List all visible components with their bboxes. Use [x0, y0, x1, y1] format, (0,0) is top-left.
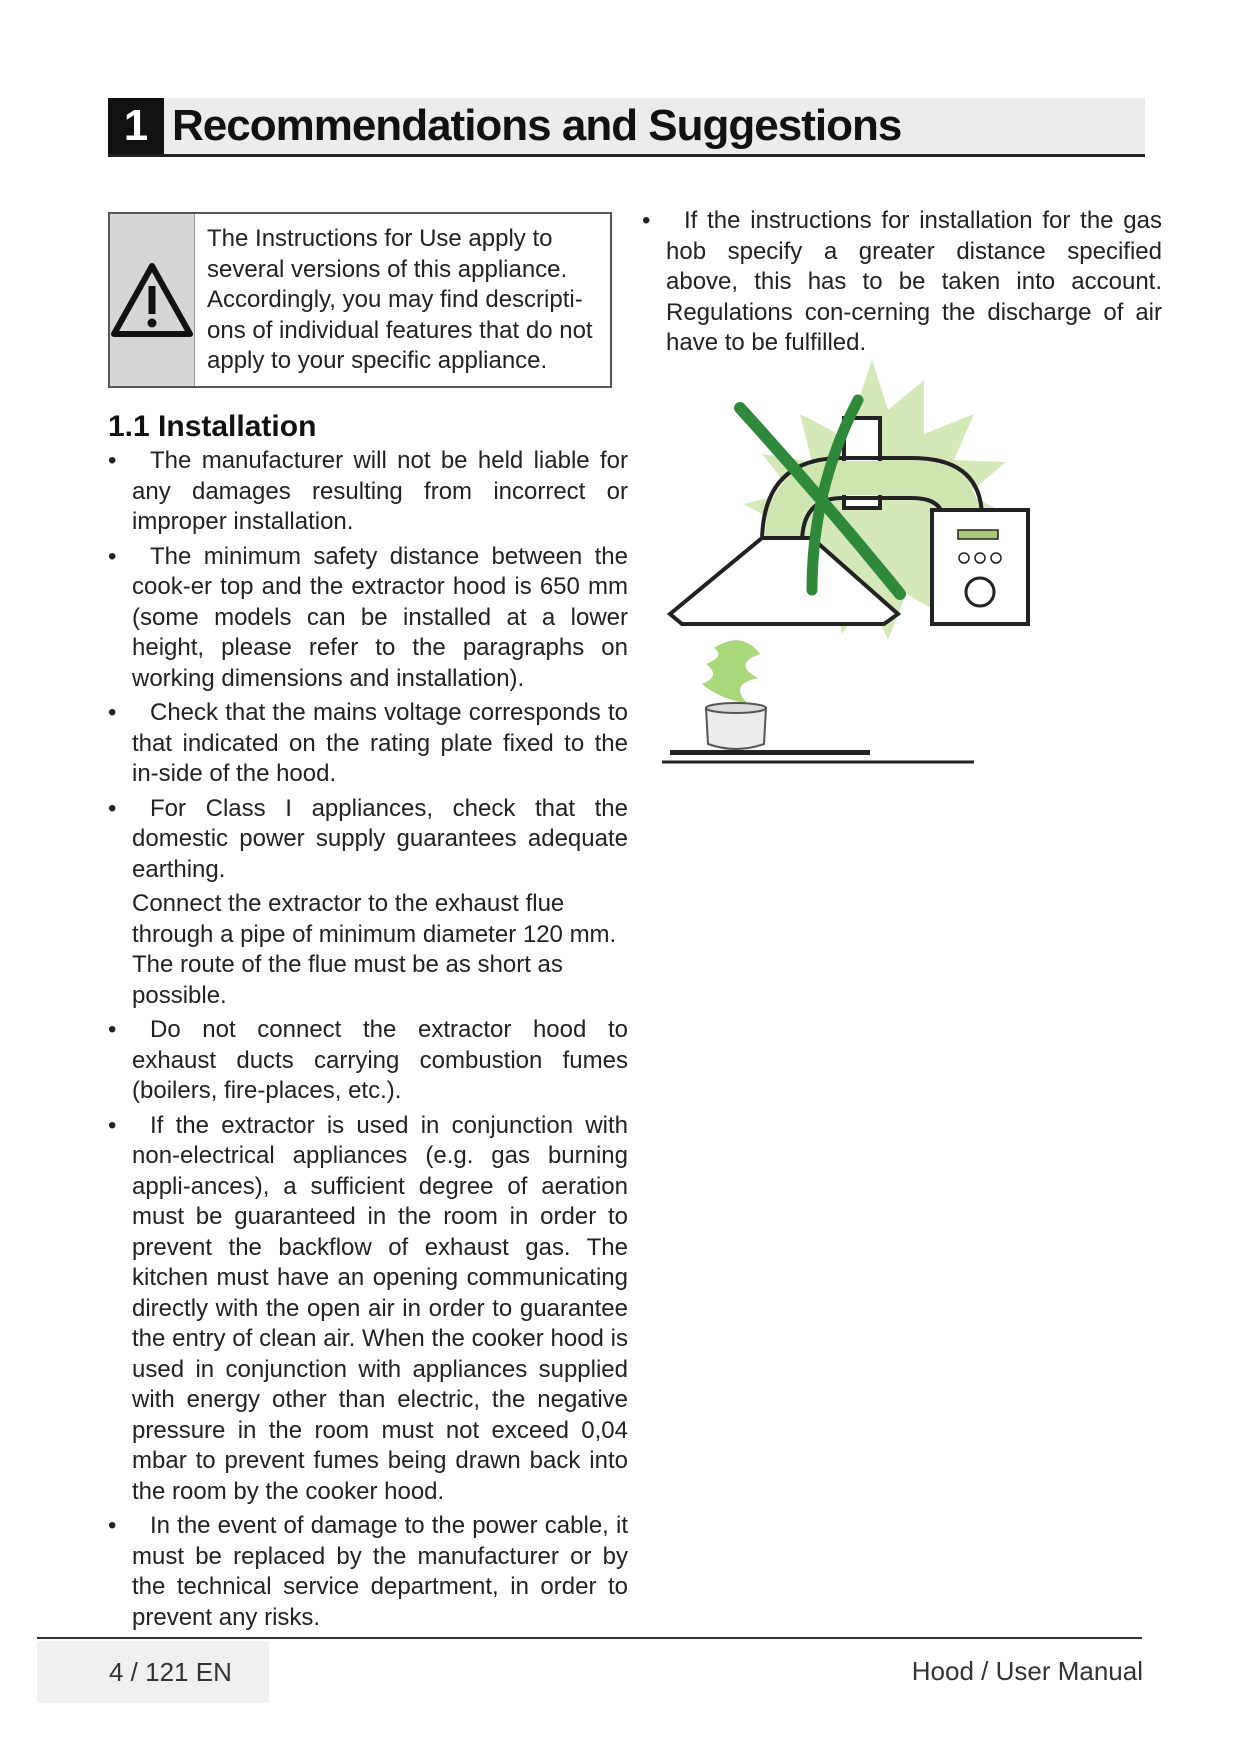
- chapter-title: Recommendations and Suggestions: [172, 101, 902, 150]
- boiler-knob: [975, 553, 985, 563]
- warning-text: The Instructions for Use apply to several versions of this appliance. Accordingly, you may find descripti-ons of individual features that do not apply to your specific appliance.: [207, 225, 593, 374]
- pot-rim: [706, 703, 766, 713]
- right-list: [642, 206, 1162, 359]
- bullet-icon: •: [642, 207, 651, 234]
- list-item: • The manufacturer will not be held liable for any damages resulting from incorrect or improper installation.: [108, 447, 628, 535]
- warning-icon-cell: [110, 214, 195, 386]
- boiler-display: [958, 530, 998, 539]
- boiler-knob: [959, 553, 969, 563]
- chapter-number: 1: [108, 98, 164, 154]
- bullet-icon: •: [108, 542, 117, 570]
- list-item: • Check that the mains voltage corresponds to that indicated on the rating plate fixed to the in-side of the hood.: [108, 699, 628, 787]
- boiler-dial: [966, 578, 994, 606]
- left-column: [108, 410, 628, 1637]
- flue-paragraph: Connect the extractor to the exhaust flue through a pipe of minimum diameter 120 mm. The route of the flue must be as short as possible.: [132, 890, 617, 1009]
- bullet-icon: •: [108, 1512, 117, 1539]
- page-number: 4 / 121 EN: [109, 1656, 232, 1687]
- list-item: • If the extractor is used in conjunction with non-electrical appliances (e.g. gas burning appli-ances), a sufficient degree of aeration must be guaranteed in the room in order to prevent the backflow of exhaust gas. The kitchen must have an opening communicating directly with the open air in order to guarantee the entry of clean air. When the cooker hood is used in conjunction with appliances supplied with energy other than electric, the negative pressure in the room must not exceed 0,04 mbar to prevent fumes being drawn back into the room by the cooker hood.: [108, 1111, 628, 1505]
- warning-triangle-icon: [110, 262, 194, 338]
- chapter-header: [108, 98, 1145, 157]
- installation-list: [108, 446, 628, 885]
- warning-box: [108, 212, 612, 388]
- bullet-icon: •: [108, 794, 117, 822]
- section-title-installation: 1.1 Installation: [108, 410, 317, 443]
- cooking-pot: [706, 708, 766, 749]
- list-item: • The minimum safety distance between the cook-er top and the extractor hood is 650 mm (some models can be installed at a lower height, please refer to the paragraphs on working dimensions and installation).: [108, 542, 628, 692]
- boiler-knob: [991, 553, 1001, 563]
- bullet-icon: •: [108, 699, 117, 726]
- list-item: • Do not connect the extractor hood to exhaust ducts carrying combustion fumes (boilers, fire-places, etc.).: [108, 1016, 628, 1104]
- right-column: [642, 206, 1162, 363]
- bullet-icon: •: [108, 447, 117, 474]
- list-item: • In the event of damage to the power cable, it must be replaced by the manufacturer or by the technical service department, in order to prevent any risks.: [108, 1512, 628, 1631]
- steam-fumes: [702, 640, 760, 704]
- installation-list-2: [108, 1015, 628, 1633]
- list-item: • For Class I appliances, check that the domestic power supply guarantees adequate earthing.: [108, 794, 628, 883]
- list-item: • If the instructions for installation for the gas hob specify a greater distance specified above, this has to be taken into account. Regulations con-cerning the discharge of air have to be fulfilled.: [642, 207, 1162, 356]
- bullet-icon: •: [108, 1111, 117, 1139]
- footer-divider: [37, 1637, 1142, 1639]
- footer-manual-title: Hood / User Manual: [911, 1656, 1143, 1686]
- gas-hob: [670, 750, 870, 755]
- footer-page-box: [37, 1641, 269, 1703]
- hood-illustration: [662, 358, 1082, 778]
- bullet-icon: •: [108, 1016, 117, 1043]
